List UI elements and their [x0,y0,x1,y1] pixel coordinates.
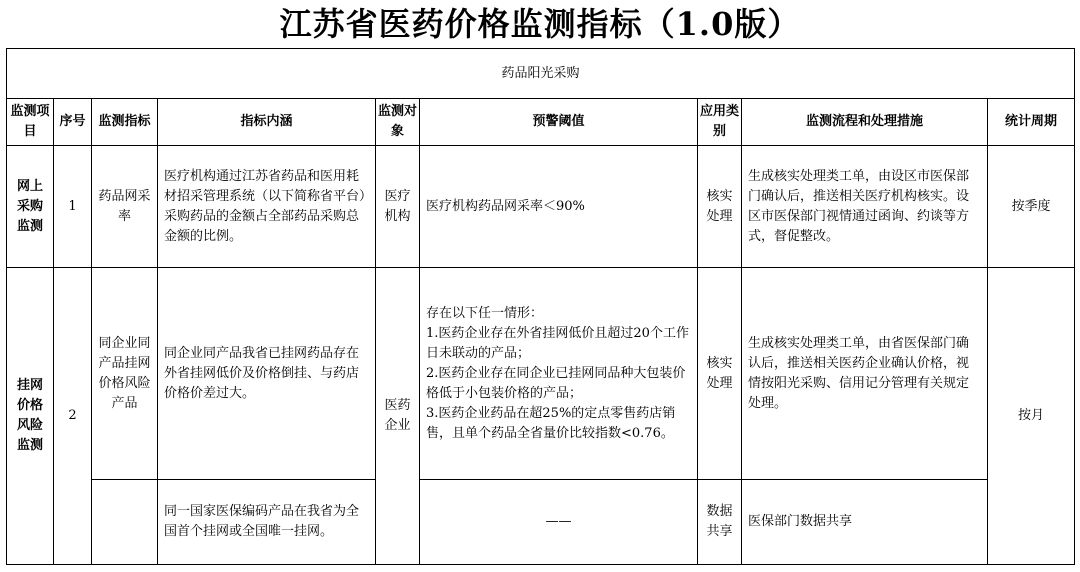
row2-meaning: 同企业同产品我省已挂网药品存在外省挂网低价及价格倒挂、与药店价格价差过大。 [158,268,376,480]
row2-item: 挂网价格风险监测 [7,268,54,565]
threshold-line: 3.医药企业药品在超25%的定点零售药店销售，且单个药品全省量价比较指数<0.76。 [426,405,676,441]
row1-no: 1 [54,146,92,268]
header-threshold: 预警阈值 [420,99,698,146]
row1-object: 医疗机构 [376,146,420,268]
header-category: 应用类别 [698,99,742,146]
header-indicator: 监测指标 [92,99,158,146]
header-item: 监测项目 [7,99,54,146]
row2-object: 医药企业 [376,268,420,565]
row3-category: 数据共享 [698,480,742,565]
row1-period: 按季度 [988,146,1075,268]
row3-meaning: 同一国家医保编码产品在我省为全国首个挂网或全国唯一挂网。 [158,480,376,565]
row2-indicator: 同企业同产品挂网价格风险产品 [92,268,158,480]
row3-process: 医保部门数据共享 [742,480,988,565]
row1-meaning: 医疗机构通过江苏省药品和医用耗材招采管理系统（以下简称省平台）采购药品的金额占全部药品采购总金额的比例。 [158,146,376,268]
row2-no: 2 [54,268,92,565]
header-meaning: 指标内涵 [158,99,376,146]
threshold-line: 1.医药企业存在外省挂网低价且超过20个工作日未联动的产品； [426,325,689,361]
table-row [7,480,1075,565]
row2-period: 按月 [988,268,1075,565]
row3-indicator [92,480,158,565]
row2-category: 核实处理 [698,268,742,480]
monitoring-indicator-table [6,48,1075,565]
row1-threshold: 医疗机构药品网采率＜90% [420,146,698,268]
row2-threshold [420,268,698,480]
table-row [7,146,1075,268]
header-period: 统计周期 [988,99,1075,146]
row3-threshold: —— [420,480,698,565]
table-header-row [7,99,1075,146]
threshold-line: 存在以下任一情形： [426,305,544,321]
table-row [7,268,1075,480]
row2-process: 生成核实处理类工单，由省医保部门确认后，推送相关医药企业确认价格，视情按阳光采购、信用记分管理有关规定处理。 [742,268,988,480]
document-title: 江苏省医药价格监测指标（1.0版） [279,5,801,43]
header-object: 监测对象 [376,99,420,146]
row1-indicator: 药品网采率 [92,146,158,268]
row1-item: 网上采购监测 [7,146,54,268]
header-no: 序号 [54,99,92,146]
header-process: 监测流程和处理措施 [742,99,988,146]
row1-category: 核实处理 [698,146,742,268]
section-title: 药品阳光采购 [7,49,1075,99]
row1-process: 生成核实处理类工单，由设区市医保部门确认后，推送相关医疗机构核实。设区市医保部门视情通过函询、约谈等方式，督促整改。 [742,146,988,268]
threshold-line: 2.医药企业存在同企业已挂网同品种大包装价格低于小包装价格的产品； [426,365,686,401]
